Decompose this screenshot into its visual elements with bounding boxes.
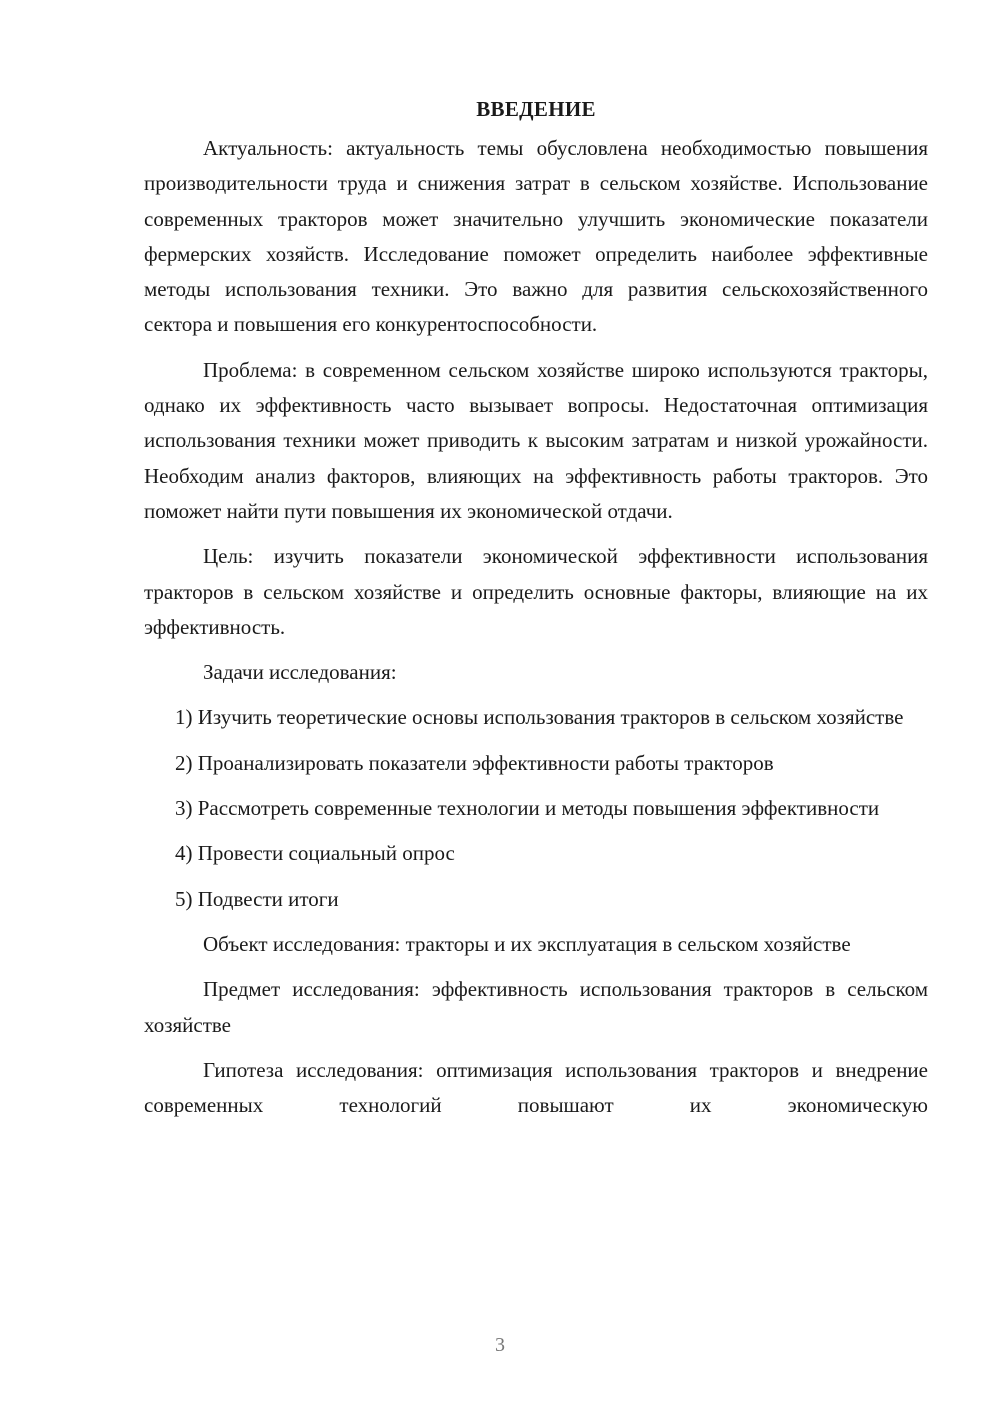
task-item-2: 2) Проанализировать показатели эффективности работы тракторов <box>175 750 774 775</box>
hypothesis-paragraph: Гипотеза исследования: оптимизация использования тракторов и внедрение современных технологий повышают их экономическую <box>144 1057 928 1118</box>
subject-paragraph: Предмет исследования: эффективность использования тракторов в сельском хозяйстве <box>144 977 928 1037</box>
task-item-4: 4) Провести социальный опрос <box>175 841 455 866</box>
object-paragraph: Объект исследования: тракторы и их эксплуатация в сельском хозяйстве <box>203 931 851 956</box>
task-item-3: 3) Рассмотреть современные технологии и методы повышения эффективности <box>175 796 880 821</box>
task-item-5: 5) Подвести итоги <box>175 886 339 911</box>
document-page <box>144 92 928 1133</box>
section-heading: ВВЕДЕНИЕ <box>476 97 596 121</box>
problem-paragraph: Проблема: в современном сельском хозяйстве широко используются тракторы, однако их эффективность часто вызывает вопросы. Недостаточная оптимизация использования техники может приводить к высоким затратам и низкой урожайности. Необходим анализ факторов, влияющих на эффективность работы тракторов. Это поможет найти пути повышения их экономической отдачи. <box>144 357 928 523</box>
tasks-heading: Задачи исследования: <box>203 660 397 685</box>
goal-paragraph: Цель: изучить показатели экономической эффективности использования тракторов в сельском хозяйстве и определить основные факторы, влияющие на их эффективность. <box>144 544 928 639</box>
task-item-1: 1) Изучить теоретические основы использования тракторов в сельском хозяйстве <box>175 705 904 730</box>
page-number: 3 <box>495 1334 505 1356</box>
relevance-paragraph: Актуальность: актуальность темы обусловлена необходимостью повышения производительности труда и снижения затрат в сельском хозяйстве. Использование современных тракторов может значительно улучшить экономические показатели фермерских хозяйств. Исследование поможет определить наиболее эффективные методы использования техники. Это важно для развития сельскохозяйственного сектора и повышения его конкурентоспособности. <box>144 136 928 337</box>
